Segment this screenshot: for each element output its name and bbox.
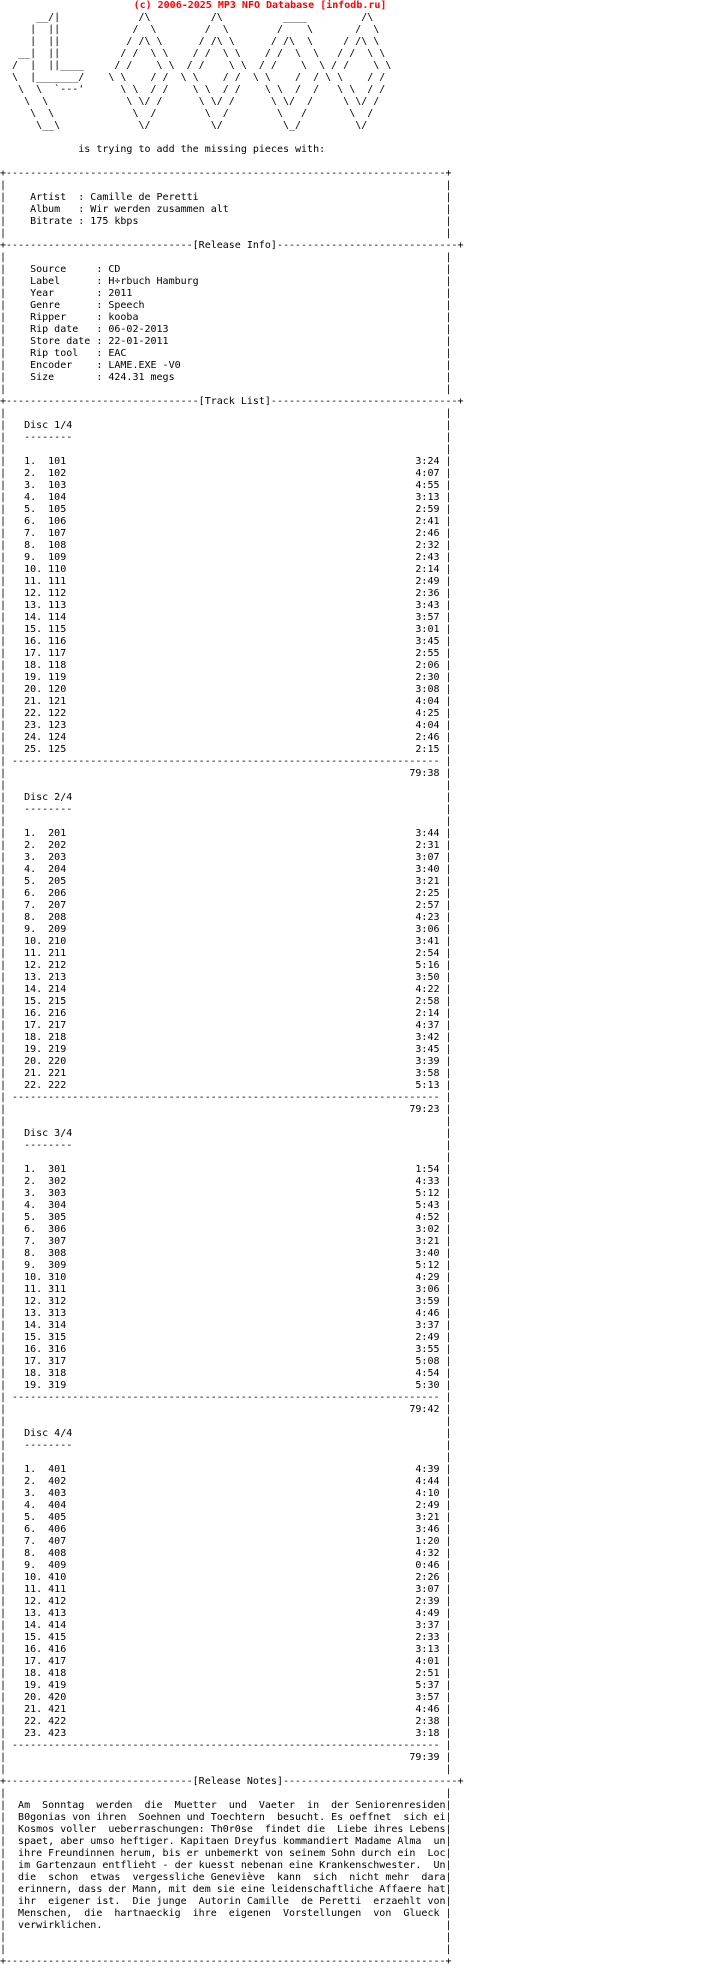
track-row: | 13. 313 4:46 | [0, 1308, 452, 1319]
track-row: | 8. 108 2:32 | [0, 540, 452, 551]
track-row: | 17. 317 5:08 | [0, 1356, 452, 1367]
release-info-field: | Size : 424.31 megs | [0, 372, 452, 383]
ascii-logo-line: \__\ \/ \/ \_/ \/ [0, 120, 368, 131]
ascii-logo-line: \ \ \ / \ / \ / \ / [0, 108, 374, 119]
box-side: | | [0, 816, 452, 827]
track-row: | 24. 124 2:46 | [0, 732, 452, 743]
track-row: | 19. 419 5:37 | [0, 1680, 452, 1691]
track-row: | 20. 120 3:08 | [0, 684, 452, 695]
track-row: | 1. 101 3:24 | [0, 456, 452, 467]
disc-total: | 79:39 | [0, 1752, 452, 1763]
track-row: | 14. 114 3:57 | [0, 612, 452, 623]
disc-title: | Disc 3/4 | [0, 1128, 452, 1139]
ascii-logo-line: __/| /\ /\ ____ /\ [0, 12, 374, 23]
track-row: | 21. 121 4:04 | [0, 696, 452, 707]
track-row: | 10. 410 2:26 | [0, 1572, 452, 1583]
track-row: | 1. 201 3:44 | [0, 828, 452, 839]
track-row: | 11. 111 2:49 | [0, 576, 452, 587]
track-row: | 11. 311 3:06 | [0, 1284, 452, 1295]
release-notes-line: | spaet, aber umso heftiger. Kapitaen Dreyfus kommandiert Madame Alma un| [0, 1836, 452, 1847]
track-row: | 4. 104 3:13 | [0, 492, 452, 503]
track-row: | 6. 206 2:25 | [0, 888, 452, 899]
section-header-release-notes: +-------------------------------[Release Notes]-----------------------------+ [0, 1776, 464, 1787]
track-row: | 4. 204 3:40 | [0, 864, 452, 875]
track-row: | 7. 107 2:46 | [0, 528, 452, 539]
disc-total-rule: | ----------------------------------------------------------------------- | [0, 1740, 452, 1751]
track-row: | 3. 103 4:55 | [0, 480, 452, 491]
summary-field: | Artist : Camille de Peretti | [0, 192, 452, 203]
disc-underline: | -------- | [0, 804, 452, 815]
track-row: | 13. 113 3:43 | [0, 600, 452, 611]
track-row: | 2. 102 4:07 | [0, 468, 452, 479]
track-row: | 22. 122 4:25 | [0, 708, 452, 719]
box-side: | | [0, 1452, 452, 1463]
release-notes-line: | die schon etwas vergessliche Geneviève kann sich nicht mehr dara| [0, 1872, 452, 1883]
disc-total: | 79:42 | [0, 1404, 452, 1415]
track-row: | 4. 304 5:43 | [0, 1200, 452, 1211]
disc-underline: | -------- | [0, 1440, 452, 1451]
track-row: | 22. 222 5:13 | [0, 1080, 452, 1091]
track-row: | 9. 409 0:46 | [0, 1560, 452, 1571]
ascii-logo-line: | || / /\ \ / /\ \ / /\ \ / /\ \ [0, 36, 380, 47]
summary-field: | Album : Wir werden zusammen alt | [0, 204, 452, 215]
track-row: | 21. 221 3:58 | [0, 1068, 452, 1079]
track-row: | 3. 403 4:10 | [0, 1488, 452, 1499]
track-row: | 21. 421 4:46 | [0, 1704, 452, 1715]
release-notes-line: | Menschen, die hartnaeckig ihre eigenen Vorstellungen von Glueck | [0, 1908, 452, 1919]
track-row: | 11. 411 3:07 | [0, 1584, 452, 1595]
release-notes-line: | B0gonias von ihren Soehnen und Toechtern besucht. Es oeffnet sich ei| [0, 1812, 452, 1823]
track-row: | 16. 416 3:13 | [0, 1644, 452, 1655]
track-row: | 25. 125 2:15 | [0, 744, 452, 755]
disc-title: | Disc 2/4 | [0, 792, 452, 803]
release-notes-line: | erinnern, dass der Mann, mit dem sie eine leidenschaftliche Affaere hat| [0, 1884, 452, 1895]
release-notes-line: | Kosmos voller ueberraschungen: Th0r0se findet die Liebe ihres Lebens| [0, 1824, 452, 1835]
track-row: | 5. 405 3:21 | [0, 1512, 452, 1523]
box-side: | | [0, 180, 452, 191]
track-row: | 20. 220 3:39 | [0, 1056, 452, 1067]
track-row: | 18. 418 2:51 | [0, 1668, 452, 1679]
box-side: | | [0, 384, 452, 395]
track-row: | 7. 307 3:21 | [0, 1236, 452, 1247]
box-side: | | [0, 1416, 452, 1427]
track-row: | 1. 401 4:39 | [0, 1464, 452, 1475]
box-border-top: +-------------------------------------------------------------------------+ [0, 168, 452, 179]
disc-underline: | -------- | [0, 1140, 452, 1151]
track-row: | 1. 301 1:54 | [0, 1164, 452, 1175]
track-row: | 17. 217 4:37 | [0, 1020, 452, 1031]
track-row: | 7. 407 1:20 | [0, 1536, 452, 1547]
ascii-logo-line: \ \ \ \/ / \ \/ / \ \/ / \ \/ / [0, 96, 380, 107]
ascii-logo-line: / | ||____ / / \ \ / / \ \ / / \ \ / / \ \ [0, 60, 392, 71]
track-row: | 12. 412 2:39 | [0, 1596, 452, 1607]
summary-field: | Bitrate : 175 kbps | [0, 216, 452, 227]
release-info-field: | Genre : Speech | [0, 300, 452, 311]
disc-total: | 79:38 | [0, 768, 452, 779]
track-row: | 6. 406 3:46 | [0, 1524, 452, 1535]
disc-title: | Disc 4/4 | [0, 1428, 452, 1439]
track-row: | 10. 110 2:14 | [0, 564, 452, 575]
track-row: | 4. 404 2:49 | [0, 1500, 452, 1511]
track-row: | 8. 308 3:40 | [0, 1248, 452, 1259]
track-row: | 15. 115 3:01 | [0, 624, 452, 635]
track-row: | 5. 105 2:59 | [0, 504, 452, 515]
release-info-field: | Ripper : kooba | [0, 312, 452, 323]
track-row: | 19. 319 5:30 | [0, 1380, 452, 1391]
track-row: | 12. 112 2:36 | [0, 588, 452, 599]
track-row: | 14. 414 3:37 | [0, 1620, 452, 1631]
track-row: | 5. 305 4:52 | [0, 1212, 452, 1223]
release-info-field: | Encoder : LAME.EXE -V0 | [0, 360, 452, 371]
track-row: | 2. 402 4:44 | [0, 1476, 452, 1487]
disc-title: | Disc 1/4 | [0, 420, 452, 431]
disc-total-rule: | ----------------------------------------------------------------------- | [0, 1392, 452, 1403]
release-info-field: | Rip tool : EAC | [0, 348, 452, 359]
release-notes-line: | ihr eigener ist. Die junge Autorin Camille de Peretti erzaehlt von| [0, 1896, 452, 1907]
track-row: | 6. 306 3:02 | [0, 1224, 452, 1235]
track-row: | 20. 420 3:57 | [0, 1692, 452, 1703]
ascii-logo-line: \ \ `---' \ \ / / \ \ / / \ \ / / \ \ / / [0, 84, 386, 95]
track-row: | 9. 109 2:43 | [0, 552, 452, 563]
release-info-field: | Year : 2011 | [0, 288, 452, 299]
track-row: | 16. 316 3:55 | [0, 1344, 452, 1355]
release-info-field: | Label : H÷rbuch Hamburg | [0, 276, 452, 287]
box-border-bottom: +-------------------------------------------------------------------------+ [0, 1956, 452, 1967]
box-side: | | [0, 1932, 452, 1943]
box-side: | | [0, 444, 452, 455]
track-row: | 2. 302 4:33 | [0, 1176, 452, 1187]
box-side: | | [0, 1788, 452, 1799]
box-side: | | [0, 780, 452, 791]
release-notes-line: | im Gartenzaun entflieht - der kuesst nebenan eine Krankenschwester. Un| [0, 1860, 452, 1871]
track-row: | 16. 116 3:45 | [0, 636, 452, 647]
track-row: | 7. 207 2:57 | [0, 900, 452, 911]
disc-underline: | -------- | [0, 432, 452, 443]
disc-total: | 79:23 | [0, 1104, 452, 1115]
release-info-field: | Rip date : 06-02-2013 | [0, 324, 452, 335]
track-row: | 10. 210 3:41 | [0, 936, 452, 947]
tagline: is trying to add the missing pieces with: [0, 144, 326, 155]
track-row: | 15. 315 2:49 | [0, 1332, 452, 1343]
track-row: | 3. 303 5:12 | [0, 1188, 452, 1199]
disc-total-rule: | ----------------------------------------------------------------------- | [0, 756, 452, 767]
release-notes-line: | verwirklichen. | [0, 1920, 452, 1931]
track-row: | 5. 205 3:21 | [0, 876, 452, 887]
track-row: | 13. 213 3:50 | [0, 972, 452, 983]
track-row: | 2. 202 2:31 | [0, 840, 452, 851]
box-side: | | [0, 1764, 452, 1775]
box-side: | | [0, 252, 452, 263]
box-side: | | [0, 1944, 452, 1955]
credit-line: (c) 2006-2025 MP3 NFO Database [infodb.ru] [133, 0, 387, 11]
release-info-field: | Store date : 22-01-2011 | [0, 336, 452, 347]
track-row: | 8. 208 4:23 | [0, 912, 452, 923]
track-row: | 6. 106 2:41 | [0, 516, 452, 527]
track-row: | 18. 218 3:42 | [0, 1032, 452, 1043]
track-row: | 13. 413 4:49 | [0, 1608, 452, 1619]
box-side: | | [0, 1152, 452, 1163]
track-row: | 23. 423 3:18 | [0, 1728, 452, 1739]
track-row: | 8. 408 4:32 | [0, 1548, 452, 1559]
track-row: | 14. 314 3:37 | [0, 1320, 452, 1331]
track-row: | 12. 212 5:16 | [0, 960, 452, 971]
section-header-release-info: +-------------------------------[Release Info]------------------------------+ [0, 240, 464, 251]
track-row: | 10. 310 4:29 | [0, 1272, 452, 1283]
track-row: | 16. 216 2:14 | [0, 1008, 452, 1019]
disc-total-rule: | ----------------------------------------------------------------------- | [0, 1092, 452, 1103]
track-row: | 19. 219 3:45 | [0, 1044, 452, 1055]
track-row: | 23. 123 4:04 | [0, 720, 452, 731]
track-row: | 9. 209 3:06 | [0, 924, 452, 935]
ascii-logo-line: | || / \ / \ / \ / \ [0, 24, 380, 35]
box-side: | | [0, 228, 452, 239]
release-info-field: | Source : CD | [0, 264, 452, 275]
track-row: | 9. 309 5:12 | [0, 1260, 452, 1271]
ascii-logo-line: __| || / / \ \ / / \ \ / / \ \ / / \ \ [0, 48, 386, 59]
track-row: | 22. 422 2:38 | [0, 1716, 452, 1727]
track-row: | 18. 318 4:54 | [0, 1368, 452, 1379]
box-side: | | [0, 1116, 452, 1127]
track-row: | 19. 119 2:30 | [0, 672, 452, 683]
track-row: | 15. 415 2:33 | [0, 1632, 452, 1643]
track-row: | 11. 211 2:54 | [0, 948, 452, 959]
box-side: | | [0, 408, 452, 419]
track-row: | 17. 117 2:55 | [0, 648, 452, 659]
track-row: | 17. 417 4:01 | [0, 1656, 452, 1667]
release-notes-line: | Am Sonntag werden die Muetter und Vaeter in der Seniorenresiden| [0, 1800, 452, 1811]
track-row: | 14. 214 4:22 | [0, 984, 452, 995]
track-row: | 18. 118 2:06 | [0, 660, 452, 671]
track-row: | 3. 203 3:07 | [0, 852, 452, 863]
release-notes-line: | ihre Freundinnen herum, bis er unbemerkt von seinem Sohn durch ein Loc| [0, 1848, 452, 1859]
track-row: | 12. 312 3:59 | [0, 1296, 452, 1307]
track-row: | 15. 215 2:58 | [0, 996, 452, 1007]
ascii-logo-line: \ |_______/ \ \ / / \ \ / / \ \ / / \ \ / / [0, 72, 386, 83]
section-header-track-list: +--------------------------------[Track List]-------------------------------+ [0, 396, 464, 407]
